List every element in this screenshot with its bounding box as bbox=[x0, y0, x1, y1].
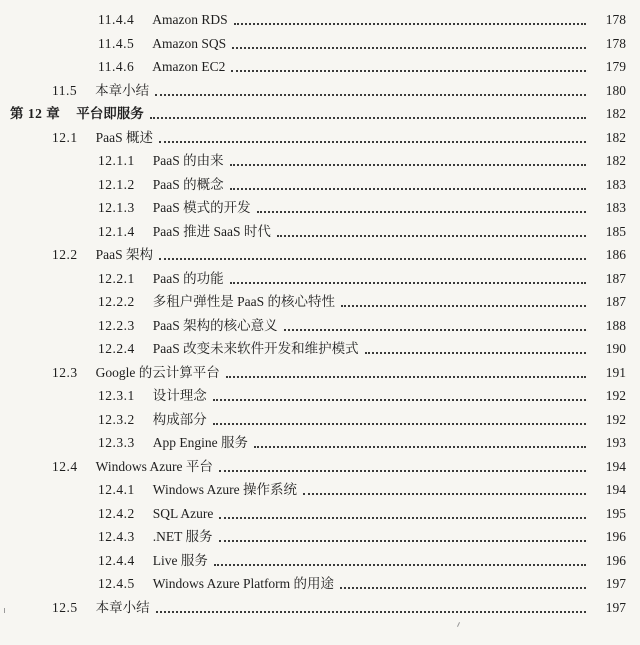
toc-entry bbox=[0, 362, 640, 384]
toc-entry-page: 192 bbox=[605, 388, 626, 403]
leader-dots bbox=[231, 68, 586, 72]
toc-entry-page: 196 bbox=[605, 552, 626, 568]
toc-entry-number: 11.4.6 bbox=[98, 59, 135, 74]
toc-entry-title: 多租户弹性是 PaaS 的核心特性 bbox=[152, 294, 335, 309]
toc-entry-title: Windows Azure 操作系统 bbox=[152, 482, 297, 497]
toc-entry-title: 平台即服务 bbox=[76, 106, 144, 121]
toc-entry-page: 192 bbox=[605, 411, 626, 427]
scan-mark bbox=[457, 622, 460, 627]
leader-dots bbox=[303, 491, 586, 495]
toc-entry-page: 178 bbox=[605, 12, 626, 27]
toc-entry-page: 180 bbox=[605, 82, 626, 98]
toc-entry-title: PaaS 架构的核心意义 bbox=[152, 317, 278, 333]
toc-entry-title: PaaS 模式的开发 bbox=[152, 200, 251, 215]
toc-entry-title: 本章小结 bbox=[95, 599, 150, 615]
toc-entry bbox=[0, 573, 640, 595]
toc-entry-number: 11.5 bbox=[52, 82, 78, 98]
toc-entry bbox=[0, 385, 640, 407]
leader-dots bbox=[340, 585, 586, 589]
toc-entry bbox=[0, 503, 640, 525]
toc-entry bbox=[0, 315, 640, 337]
leader-dots bbox=[159, 139, 586, 143]
leader-dots bbox=[284, 327, 586, 331]
toc-entry bbox=[0, 127, 640, 149]
toc-entry bbox=[0, 338, 640, 360]
leader-dots bbox=[230, 162, 586, 166]
toc-entry-number: 12.2 bbox=[52, 247, 78, 262]
toc-entry-number: 12.2.1 bbox=[98, 270, 135, 286]
toc-entry-title: Google 的云计算平台 bbox=[95, 364, 220, 380]
toc-entry-page: 193 bbox=[605, 435, 626, 450]
toc-entry-number: 12.4.1 bbox=[98, 482, 135, 497]
toc-entry bbox=[0, 56, 640, 78]
toc-entry bbox=[0, 174, 640, 196]
toc-entry-title: App Engine 服务 bbox=[152, 435, 248, 450]
toc-entry-page: 190 bbox=[605, 341, 626, 356]
toc-entry-number: 12.5 bbox=[52, 599, 78, 615]
toc-entry bbox=[0, 9, 640, 31]
toc-entry-title: Amazon RDS bbox=[152, 12, 228, 27]
toc-entry-number: 12.4 bbox=[52, 458, 78, 474]
leader-dots bbox=[219, 515, 586, 519]
scan-mark bbox=[4, 608, 5, 613]
toc-entry-title: PaaS 推进 SaaS 时代 bbox=[152, 223, 271, 239]
leader-dots bbox=[150, 115, 586, 119]
toc-entry-number: 12.4.3 bbox=[98, 529, 135, 544]
toc-entry-title: PaaS 架构 bbox=[95, 247, 153, 262]
toc-entry-title: PaaS 的由来 bbox=[152, 153, 224, 168]
leader-dots bbox=[219, 468, 586, 472]
toc-entry-number: 12.1.4 bbox=[98, 223, 135, 239]
toc-entry-number: 12.2.3 bbox=[98, 317, 135, 333]
leader-dots bbox=[213, 397, 586, 401]
toc-entry bbox=[0, 291, 640, 313]
toc-entry bbox=[0, 197, 640, 219]
leader-dots bbox=[213, 421, 586, 425]
toc-entry-number: 12.1.1 bbox=[98, 153, 135, 168]
toc-entry-number: 第 12 章 bbox=[10, 106, 61, 121]
toc-entry-number: 12.2.2 bbox=[98, 294, 135, 309]
toc-entry bbox=[0, 597, 640, 619]
toc-entry bbox=[0, 80, 640, 102]
toc-entry-page: 183 bbox=[605, 200, 626, 215]
toc-entry-page: 194 bbox=[605, 458, 626, 474]
toc-entry-page: 187 bbox=[605, 294, 626, 309]
toc-entry-page: 185 bbox=[605, 223, 626, 239]
toc-entry-number: 12.3.3 bbox=[98, 435, 135, 450]
toc-entry-number: 11.4.4 bbox=[98, 12, 135, 27]
toc-entry-number: 12.1 bbox=[52, 129, 78, 145]
toc-chapter-entry bbox=[0, 103, 640, 125]
leader-dots bbox=[277, 233, 586, 237]
toc-entry-title: .NET 服务 bbox=[152, 529, 213, 544]
toc-entry-title: Live 服务 bbox=[152, 552, 208, 568]
toc-entry-page: 188 bbox=[605, 317, 626, 333]
toc-entry-number: 12.4.5 bbox=[98, 576, 135, 591]
leader-dots bbox=[341, 303, 586, 307]
toc-entry-title: Windows Azure Platform 的用途 bbox=[152, 576, 335, 591]
leader-dots bbox=[230, 280, 586, 284]
toc-entry bbox=[0, 150, 640, 172]
leader-dots bbox=[159, 256, 586, 260]
leader-dots bbox=[226, 374, 586, 378]
toc-entry-title: PaaS 的功能 bbox=[152, 270, 224, 286]
toc-entry bbox=[0, 409, 640, 431]
toc-entry bbox=[0, 479, 640, 501]
leader-dots bbox=[214, 562, 586, 566]
toc-entry bbox=[0, 550, 640, 572]
toc-entry-number: 12.4.4 bbox=[98, 552, 135, 568]
toc-entry bbox=[0, 526, 640, 548]
leader-dots bbox=[219, 538, 587, 542]
toc-entry-page: 191 bbox=[605, 364, 626, 380]
toc-entry-page: 182 bbox=[605, 129, 626, 145]
toc-entry-page: 197 bbox=[605, 576, 626, 591]
toc-entry bbox=[0, 33, 640, 55]
toc-entry-title: Windows Azure 平台 bbox=[95, 458, 213, 474]
leader-dots bbox=[234, 21, 586, 25]
toc-entry-title: PaaS 改变未来软件开发和维护模式 bbox=[152, 341, 359, 356]
toc-entry-number: 12.3.1 bbox=[98, 388, 135, 403]
toc-entry-page: 183 bbox=[605, 176, 626, 192]
toc-entry-title: PaaS 的概念 bbox=[152, 176, 224, 192]
toc-entry-page: 187 bbox=[605, 270, 626, 286]
leader-dots bbox=[232, 45, 586, 49]
leader-dots bbox=[156, 609, 586, 613]
toc-entry-title: 设计理念 bbox=[152, 388, 207, 403]
toc-entry-title: 本章小结 bbox=[95, 82, 150, 98]
toc-entry-page: 195 bbox=[605, 505, 626, 521]
leader-dots bbox=[230, 186, 586, 190]
leader-dots bbox=[257, 209, 586, 213]
toc-entry bbox=[0, 244, 640, 266]
toc-entry-page: 179 bbox=[605, 59, 626, 74]
toc-entry bbox=[0, 268, 640, 290]
toc-entry-page: 196 bbox=[605, 529, 626, 544]
toc-entry-title: SQL Azure bbox=[152, 505, 214, 521]
leader-dots bbox=[155, 92, 586, 96]
toc-entry bbox=[0, 456, 640, 478]
toc-entry-title: PaaS 概述 bbox=[95, 129, 153, 145]
toc-entry-title: Amazon EC2 bbox=[152, 59, 226, 74]
toc-entry-number: 12.3 bbox=[52, 364, 78, 380]
leader-dots bbox=[254, 444, 586, 448]
toc-entry-number: 12.1.2 bbox=[98, 176, 135, 192]
toc-entry-title: 构成部分 bbox=[152, 411, 207, 427]
toc-entry-number: 12.3.2 bbox=[98, 411, 135, 427]
toc-entry-number: 12.1.3 bbox=[98, 200, 135, 215]
toc-entry-page: 178 bbox=[605, 35, 626, 51]
toc-entry bbox=[0, 432, 640, 454]
toc-entry-page: 182 bbox=[605, 153, 626, 168]
toc-entry-number: 12.2.4 bbox=[98, 341, 135, 356]
toc-entry-page: 186 bbox=[605, 247, 626, 262]
toc-entry-page: 182 bbox=[605, 106, 626, 121]
leader-dots bbox=[365, 350, 586, 354]
toc-entry-title: Amazon SQS bbox=[152, 35, 227, 51]
toc-entry bbox=[0, 221, 640, 243]
toc-entry-page: 197 bbox=[605, 599, 626, 615]
toc-entry-number: 12.4.2 bbox=[98, 505, 135, 521]
toc-entry-number: 11.4.5 bbox=[98, 35, 135, 51]
toc-entry-page: 194 bbox=[605, 482, 626, 497]
